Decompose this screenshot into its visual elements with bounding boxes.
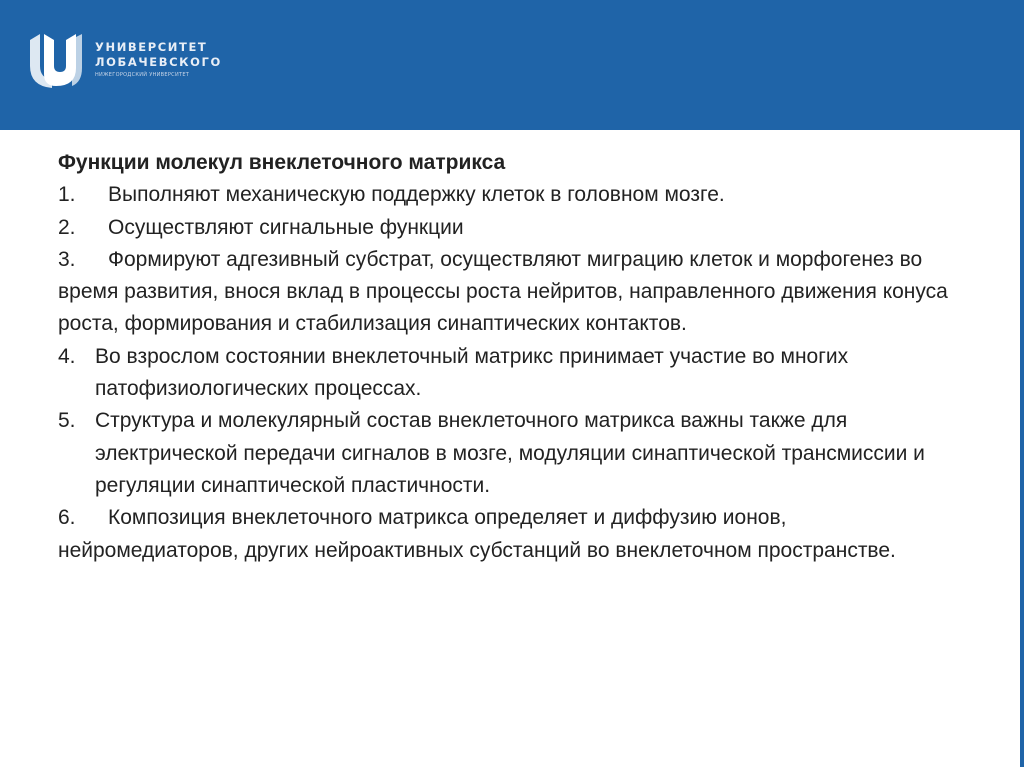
list-text: Осуществляют сигнальные функции [108, 215, 464, 239]
list-item-6 [58, 502, 958, 567]
logo-wordmark [95, 40, 222, 80]
list-text: Формируют адгезивный субстрат, осуществляют миграцию клеток и морфогенез во время развития, внося вклад в процессы роста нейритов, направленного движения конуса роста, формирования и стабилизация синаптических контактов. [58, 247, 948, 336]
logo-line-2: ЛОБАЧЕВСКОГО [95, 55, 222, 69]
logo-line-1: УНИВЕРСИТЕТ [95, 40, 208, 54]
list-number: 6. [58, 506, 76, 530]
slide-heading: Функции молекул внеклеточного матрикса [58, 151, 506, 174]
right-accent-stripe [1020, 130, 1024, 767]
list-item-5 [58, 405, 958, 502]
list-number: 5. [58, 409, 76, 433]
university-logo-icon [26, 30, 86, 90]
slide-body [58, 147, 958, 567]
logo-line-3: НИЖЕГОРОДСКИЙ УНИВЕРСИТЕТ [95, 72, 190, 78]
list-text: Композиция внеклеточного матрикса определяет и диффузию ионов, нейромедиаторов, других нейроактивных субстанций во внеклеточном пространстве. [58, 506, 896, 562]
list-item-1 [58, 179, 958, 211]
list-text: Выполняют механическую поддержку клеток в головном мозге. [108, 183, 725, 207]
list-item-2 [58, 212, 958, 244]
list-item-4 [58, 341, 958, 406]
list-text: Структура и молекулярный состав внеклеточного матрикса важны также для электрической передачи сигналов в мозге, модуляции синаптической трансмиссии и регуляции синаптической пластичности. [95, 409, 925, 497]
list-number: 3. [58, 247, 76, 271]
list-text: Во взрослом состоянии внеклеточный матрикс принимает участие во многих патофизиологических процессах. [95, 344, 849, 401]
list-item-3 [58, 244, 958, 341]
header-bar [0, 0, 1024, 130]
list-number: 4. [58, 344, 76, 368]
list-number: 2. [58, 215, 76, 239]
list-number: 1. [58, 183, 76, 207]
